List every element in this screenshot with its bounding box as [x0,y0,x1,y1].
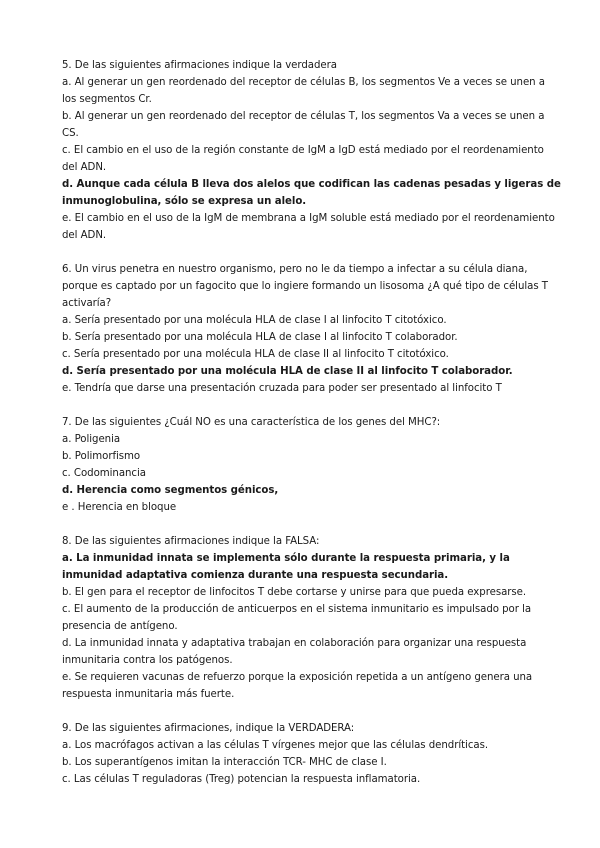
question-spacer [62,703,562,720]
question-spacer [62,397,562,414]
answer-option: b. Al generar un gen reordenado del receptor de células T, los segmentos Va a veces se unen a CS. [62,111,545,139]
answer-option: b. Polimorfismo [62,451,141,462]
question-stem: 8. De las siguientes afirmaciones indique la FALSA: [62,536,320,547]
question-list [62,57,562,788]
answer-option-highlighted: d. Aunque cada célula B lleva dos alelos que codifican las cadenas pesadas y ligeras de inmunoglobulina, sólo se expresa un alelo. [62,179,561,207]
answer-option: a. Los macrófagos activan a las células T vírgenes mejor que las células dendríticas. [62,740,489,751]
question-block [62,414,562,516]
answer-option: e. El cambio en el uso de la IgM de membrana a IgM soluble está mediado por el reordenamiento del ADN. [62,213,555,241]
question-spacer [62,516,562,533]
question-block [62,533,562,703]
answer-option: b. El gen para el receptor de linfocitos T debe cortarse y unirse para que pueda expresarse. [62,587,527,598]
answer-option: c. Sería presentado por una molécula HLA de clase II al linfocito T citotóxico. [62,349,449,360]
answer-option-highlighted: d. Herencia como segmentos génicos, [62,485,279,496]
question-block [62,261,562,397]
question-spacer [62,244,562,261]
answer-option: e. Tendría que darse una presentación cruzada para poder ser presentado al linfocito T [62,383,502,394]
answer-option-highlighted: a. La inmunidad innata se implementa sólo durante la respuesta primaria, y la inmunidad adaptativa comienza durante una respuesta secundaria. [62,553,510,581]
question-stem: 6. Un virus penetra en nuestro organismo, pero no le da tiempo a infectar a su célula diana, porque es captado por un fagocito que lo ingiere formando un lisosoma ¿A qué tipo de células T activaría? [62,264,548,309]
answer-option: a. Al generar un gen reordenado del receptor de células B, los segmentos Ve a veces se unen a los segmentos Cr. [62,77,545,105]
answer-option: a. Sería presentado por una molécula HLA de clase I al linfocito T citotóxico. [62,315,447,326]
answer-option: c. Codominancia [62,468,146,479]
question-block [62,720,562,788]
answer-option: c. El aumento de la producción de anticuerpos en el sistema inmunitario es impulsado por la presencia de antígeno. [62,604,532,632]
answer-option: e. Se requieren vacunas de refuerzo porque la exposición repetida a un antígeno genera una respuesta inmunitaria más fuerte. [62,672,533,700]
answer-option: c. Las células T reguladoras (Treg) potencian la respuesta inflamatoria. [62,774,421,785]
question-block [62,57,562,244]
answer-option-highlighted: d. Sería presentado por una molécula HLA de clase II al linfocito T colaborador. [62,366,513,377]
question-stem: 9. De las siguientes afirmaciones, indique la VERDADERA: [62,723,355,734]
answer-option: a. Poligenia [62,434,121,445]
answer-option: d. La inmunidad innata y adaptativa trabajan en colaboración para organizar una respuesta inmunitaria contra los patógenos. [62,638,527,666]
answer-option: b. Los superantígenos imitan la interacción TCR- MHC de clase I. [62,757,387,768]
answer-option: e . Herencia en bloque [62,502,177,513]
question-stem: 5. De las siguientes afirmaciones indique la verdadera [62,60,337,71]
question-stem: 7. De las siguientes ¿Cuál NO es una característica de los genes del MHC?: [62,417,441,428]
answer-option: b. Sería presentado por una molécula HLA de clase I al linfocito T colaborador. [62,332,458,343]
answer-option: c. El cambio en el uso de la región constante de IgM a IgD está mediado por el reordenamiento del ADN. [62,145,544,173]
